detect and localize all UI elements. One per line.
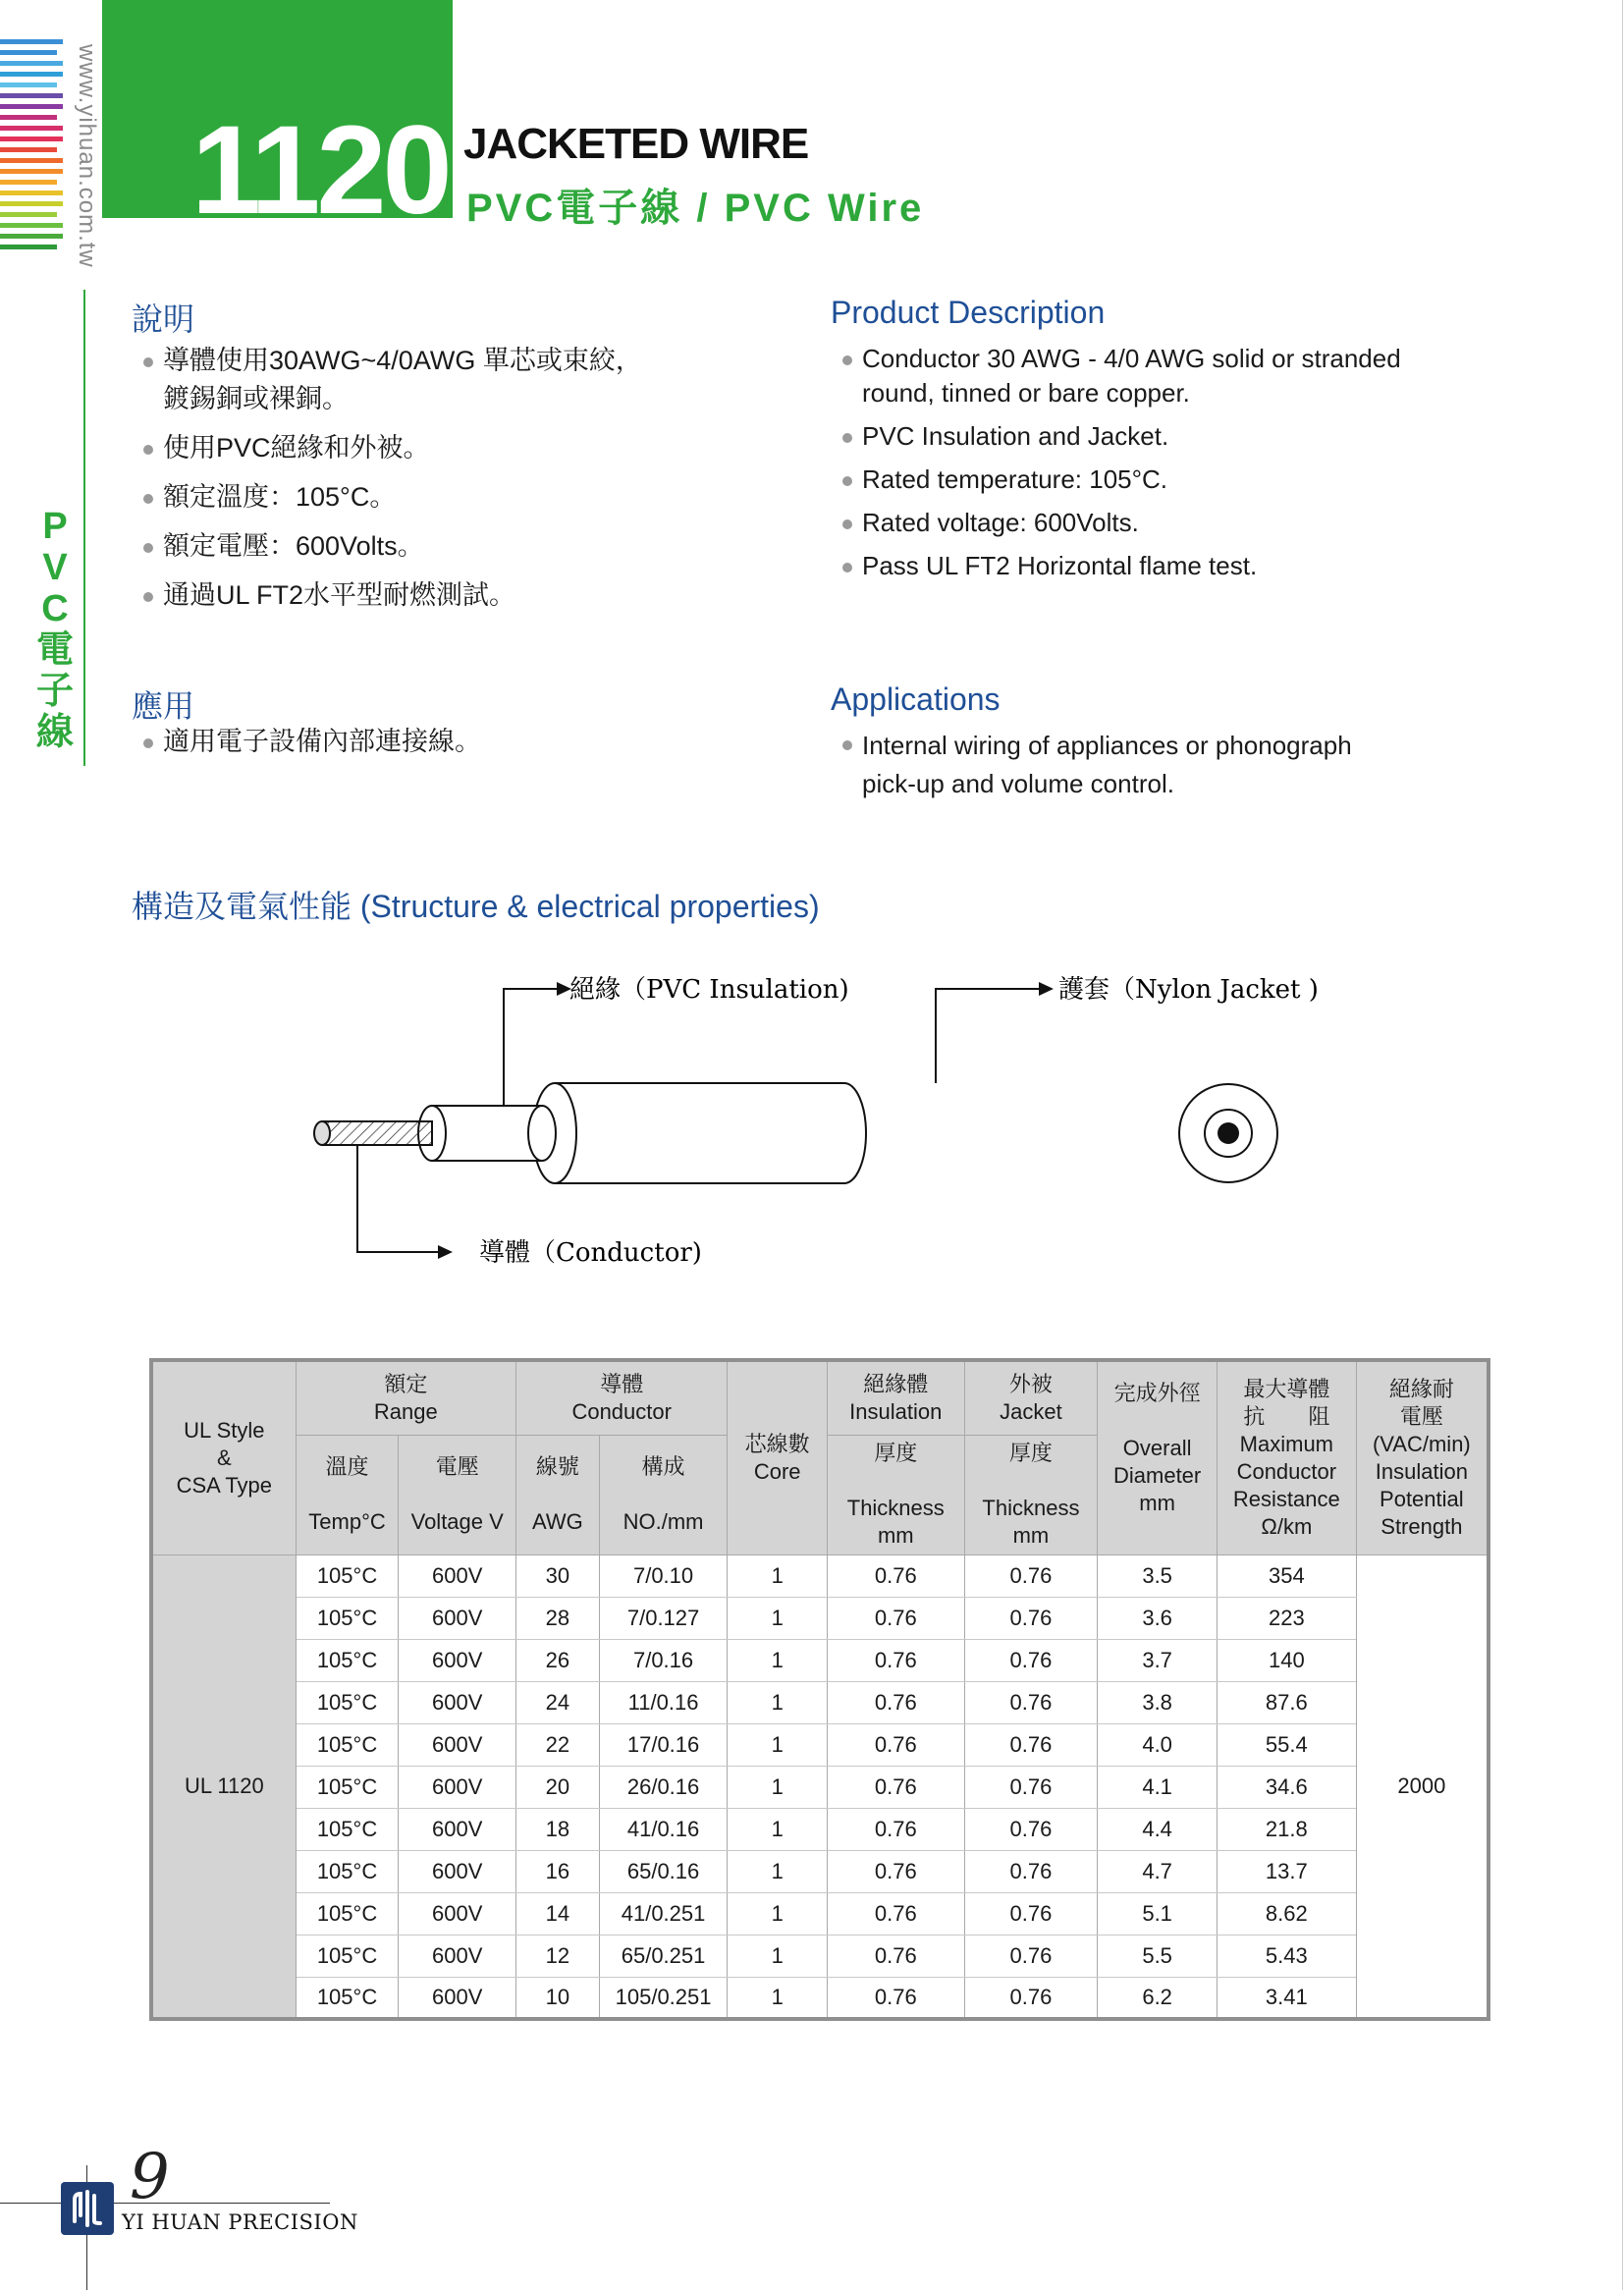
applications-en-list bbox=[831, 727, 1469, 812]
table-cell: 18 bbox=[516, 1808, 600, 1850]
color-stripe bbox=[0, 115, 57, 120]
table-cell: 4.7 bbox=[1098, 1850, 1218, 1892]
applications-zh-list bbox=[132, 723, 721, 772]
table-cell: 0.76 bbox=[827, 1977, 964, 2019]
table-cell: 105/0.251 bbox=[599, 1977, 728, 2019]
table-cell: 24 bbox=[516, 1681, 600, 1723]
list-item: Rated voltage: 600Volts. bbox=[831, 506, 1469, 540]
table-cell: 600V bbox=[399, 1766, 516, 1808]
table-cell: 6.2 bbox=[1098, 1977, 1218, 2019]
col-header-ul-style: UL Style & CSA Type bbox=[151, 1360, 296, 1554]
col-header-awg: 線號 AWG bbox=[516, 1435, 600, 1554]
color-stripe bbox=[0, 245, 57, 249]
list-item: Rated temperature: 105°C. bbox=[831, 463, 1469, 497]
table-cell: 105°C bbox=[296, 1681, 399, 1723]
table-cell: 0.76 bbox=[827, 1892, 964, 1935]
table-cell: 3.5 bbox=[1098, 1554, 1218, 1597]
table-cell: 5.43 bbox=[1217, 1935, 1356, 1977]
website-url: www.yihuan.com.tw bbox=[74, 44, 100, 268]
table-cell: 600V bbox=[399, 1808, 516, 1850]
table-cell: 105°C bbox=[296, 1850, 399, 1892]
table-row bbox=[151, 1892, 1489, 1935]
table-cell: 0.76 bbox=[964, 1892, 1098, 1935]
bullet-icon bbox=[143, 494, 153, 504]
table-cell: 30 bbox=[516, 1554, 600, 1597]
col-header-strength: 絕緣耐 電壓 (VAC/min) Insulation Potential Strength bbox=[1356, 1360, 1489, 1554]
table-cell: 0.76 bbox=[964, 1850, 1098, 1892]
table-cell: 1 bbox=[728, 1723, 828, 1766]
table-cell: 0.76 bbox=[964, 1808, 1098, 1850]
insulation-body bbox=[432, 1106, 542, 1161]
list-item: 使用PVC絕緣和外被。 bbox=[132, 429, 721, 467]
table-cell: 105°C bbox=[296, 1808, 399, 1850]
sidebar-label-char: 線 bbox=[35, 712, 74, 753]
color-stripe bbox=[0, 61, 63, 66]
table-cell: 3.6 bbox=[1098, 1597, 1218, 1639]
color-stripe bbox=[0, 82, 57, 87]
color-stripes bbox=[0, 39, 63, 255]
col-header-conductor: 導體 Conductor bbox=[516, 1360, 728, 1435]
table-cell: 600V bbox=[399, 1681, 516, 1723]
table-cell: 600V bbox=[399, 1723, 516, 1766]
sidebar-label-char: P bbox=[42, 506, 68, 547]
table-cell: 0.76 bbox=[827, 1681, 964, 1723]
table-cell: 1 bbox=[728, 1935, 828, 1977]
list-item: PVC Insulation and Jacket. bbox=[831, 419, 1469, 454]
col-header-jacket-thickness: 厚度 Thickness mm bbox=[964, 1435, 1098, 1554]
table-cell: 1 bbox=[728, 1597, 828, 1639]
applications-zh-heading: 應用 bbox=[132, 688, 195, 724]
table-cell: 41/0.251 bbox=[599, 1892, 728, 1935]
table-cell: 28 bbox=[516, 1597, 600, 1639]
brand-name: YI HUAN PRECISION bbox=[122, 2210, 358, 2234]
color-stripe bbox=[0, 223, 63, 228]
sidebar-divider bbox=[83, 290, 85, 766]
yi-huan-logo-icon bbox=[61, 2182, 114, 2235]
table-cell: 0.76 bbox=[964, 1766, 1098, 1808]
list-item: 額定電壓：600Volts。 bbox=[132, 527, 721, 566]
ul-style-cell: UL 1120 bbox=[151, 1554, 296, 2019]
table-row bbox=[151, 1639, 1489, 1681]
table-cell: 22 bbox=[516, 1723, 600, 1766]
table-cell: 65/0.16 bbox=[599, 1850, 728, 1892]
col-header-jacket: 外被 Jacket bbox=[964, 1360, 1098, 1435]
table-cell: 105°C bbox=[296, 1935, 399, 1977]
color-stripe bbox=[0, 126, 63, 131]
table-row bbox=[151, 1808, 1489, 1850]
table-cell: 0.76 bbox=[827, 1723, 964, 1766]
bullet-icon bbox=[842, 355, 852, 365]
col-header-core: 芯線數 Core bbox=[728, 1360, 828, 1554]
conductor-end bbox=[314, 1121, 330, 1145]
bullet-icon bbox=[143, 357, 153, 367]
color-stripe bbox=[0, 234, 63, 239]
table-cell: 41/0.16 bbox=[599, 1808, 728, 1850]
color-stripe bbox=[0, 180, 57, 185]
table-cell: 65/0.251 bbox=[599, 1935, 728, 1977]
table-cell: 600V bbox=[399, 1554, 516, 1597]
table-cell: 7/0.127 bbox=[599, 1597, 728, 1639]
table-cell: 3.8 bbox=[1098, 1681, 1218, 1723]
color-stripe bbox=[0, 39, 63, 44]
color-stripe bbox=[0, 169, 63, 174]
sidebar-label-char: 子 bbox=[35, 671, 74, 712]
table-cell: 21.8 bbox=[1217, 1808, 1356, 1850]
bullet-icon bbox=[143, 592, 153, 602]
conductor-strands bbox=[322, 1121, 432, 1145]
table-cell: 600V bbox=[399, 1639, 516, 1681]
table-cell: 0.76 bbox=[827, 1808, 964, 1850]
jacket-label: 護套（Nylon Jacket ) bbox=[1058, 975, 1319, 1005]
table-cell: 105°C bbox=[296, 1766, 399, 1808]
description-zh-heading: 說明 bbox=[132, 301, 195, 337]
page-title: JACKETED WIRE bbox=[463, 120, 809, 168]
col-header-temp: 溫度 Temp°C bbox=[296, 1435, 399, 1554]
table-cell: 1 bbox=[728, 1554, 828, 1597]
table-cell: 600V bbox=[399, 1892, 516, 1935]
table-cell: 4.4 bbox=[1098, 1808, 1218, 1850]
color-stripe bbox=[0, 212, 57, 217]
table-cell: 105°C bbox=[296, 1639, 399, 1681]
table-cell: 20 bbox=[516, 1766, 600, 1808]
table-cell: 1 bbox=[728, 1977, 828, 2019]
list-item: Internal wiring of appliances or phonograph pick-up and volume control. bbox=[831, 727, 1412, 803]
table-cell: 0.76 bbox=[964, 1639, 1098, 1681]
table-cell: 354 bbox=[1217, 1554, 1356, 1597]
table-cell: 105°C bbox=[296, 1554, 399, 1597]
table-cell: 0.76 bbox=[827, 1850, 964, 1892]
table-row bbox=[151, 1597, 1489, 1639]
table-cell: 34.6 bbox=[1217, 1766, 1356, 1808]
col-header-construction: 構成 NO./mm bbox=[599, 1435, 728, 1554]
spec-table bbox=[149, 1358, 1490, 2021]
applications-en-heading: Applications bbox=[831, 682, 1001, 717]
table-cell: 17/0.16 bbox=[599, 1723, 728, 1766]
table-cell: 0.76 bbox=[964, 1681, 1098, 1723]
table-cell: 11/0.16 bbox=[599, 1681, 728, 1723]
table-cell: 600V bbox=[399, 1977, 516, 2019]
col-header-insulation-thickness: 厚度 Thickness mm bbox=[827, 1435, 964, 1554]
insulation-strength-cell: 2000 bbox=[1356, 1554, 1489, 2019]
sidebar-vertical-label bbox=[35, 506, 75, 753]
table-cell: 26 bbox=[516, 1639, 600, 1681]
table-cell: 105°C bbox=[296, 1597, 399, 1639]
page-subtitle: PVC電子線 / PVC Wire bbox=[466, 187, 925, 230]
table-row bbox=[151, 1766, 1489, 1808]
arrow-icon bbox=[1039, 982, 1054, 996]
table-cell: 10 bbox=[516, 1977, 600, 2019]
table-cell: 0.76 bbox=[827, 1766, 964, 1808]
table-cell: 0.76 bbox=[964, 1935, 1098, 1977]
color-stripe bbox=[0, 158, 63, 163]
bullet-icon bbox=[842, 563, 852, 572]
table-cell: 0.76 bbox=[964, 1554, 1098, 1597]
color-stripe bbox=[0, 72, 63, 77]
page-edge-line bbox=[1622, 0, 1623, 2290]
table-cell: 0.76 bbox=[827, 1597, 964, 1639]
bullet-icon bbox=[842, 740, 852, 750]
table-cell: 5.5 bbox=[1098, 1935, 1218, 1977]
table-cell: 4.0 bbox=[1098, 1723, 1218, 1766]
list-item: Pass UL FT2 Horizontal flame test. bbox=[831, 549, 1469, 583]
cross-section-conductor bbox=[1218, 1122, 1239, 1144]
table-cell: 0.76 bbox=[827, 1935, 964, 1977]
table-cell: 5.1 bbox=[1098, 1892, 1218, 1935]
table-cell: 600V bbox=[399, 1935, 516, 1977]
table-cell: 105°C bbox=[296, 1892, 399, 1935]
list-item: Conductor 30 AWG - 4/0 AWG solid or stranded round, tinned or bare copper. bbox=[831, 342, 1412, 410]
table-cell: 3.7 bbox=[1098, 1639, 1218, 1681]
conductor-label: 導體（Conductor) bbox=[479, 1238, 702, 1268]
color-stripe bbox=[0, 147, 57, 152]
table-row bbox=[151, 1935, 1489, 1977]
table-cell: 0.76 bbox=[827, 1554, 964, 1597]
description-zh-list bbox=[132, 342, 721, 626]
table-cell: 140 bbox=[1217, 1639, 1356, 1681]
table-cell: 7/0.16 bbox=[599, 1639, 728, 1681]
table-cell: 8.62 bbox=[1217, 1892, 1356, 1935]
col-header-overall-diameter: 完成外徑 Overall Diameter mm bbox=[1098, 1360, 1218, 1554]
table-row bbox=[151, 1681, 1489, 1723]
insulation-label: 絕緣（PVC Insulation) bbox=[569, 975, 849, 1005]
sidebar-label-char: 電 bbox=[35, 629, 74, 671]
table-cell: 1 bbox=[728, 1892, 828, 1935]
bullet-icon bbox=[842, 433, 852, 443]
table-cell: 105°C bbox=[296, 1977, 399, 2019]
table-cell: 12 bbox=[516, 1935, 600, 1977]
list-item: 適用電子設備內部連接線。 bbox=[132, 723, 721, 761]
col-header-range: 額定 Range bbox=[296, 1360, 515, 1435]
col-header-voltage: 電壓 Voltage V bbox=[399, 1435, 516, 1554]
color-stripe bbox=[0, 136, 63, 141]
list-item: 通過UL FT2水平型耐燃測試。 bbox=[132, 576, 721, 615]
table-cell: 13.7 bbox=[1217, 1850, 1356, 1892]
table-cell: 3.41 bbox=[1217, 1977, 1356, 2019]
table-cell: 105°C bbox=[296, 1723, 399, 1766]
table-cell: 1 bbox=[728, 1766, 828, 1808]
table-cell: 26/0.16 bbox=[599, 1766, 728, 1808]
color-stripe bbox=[0, 50, 57, 55]
table-cell: 14 bbox=[516, 1892, 600, 1935]
table-cell: 0.76 bbox=[964, 1597, 1098, 1639]
bullet-icon bbox=[842, 519, 852, 529]
bullet-icon bbox=[143, 738, 153, 748]
model-number: 1120 bbox=[191, 100, 449, 241]
table-cell: 1 bbox=[728, 1681, 828, 1723]
table-row bbox=[151, 1554, 1489, 1597]
list-item: 導體使用30AWG~4/0AWG 單芯或束絞， 鍍錫銅或裸銅。 bbox=[132, 342, 721, 418]
jacket-body bbox=[555, 1083, 866, 1183]
table-cell: 16 bbox=[516, 1850, 600, 1892]
structure-heading: 構造及電氣性能 (Structure & electrical properties) bbox=[132, 889, 820, 924]
description-en-list bbox=[831, 342, 1469, 592]
table-cell: 0.76 bbox=[964, 1977, 1098, 2019]
table-row bbox=[151, 1850, 1489, 1892]
table-cell: 7/0.10 bbox=[599, 1554, 728, 1597]
color-stripe bbox=[0, 201, 63, 206]
bullet-icon bbox=[842, 476, 852, 486]
bullet-icon bbox=[143, 543, 153, 553]
table-cell: 4.1 bbox=[1098, 1766, 1218, 1808]
table-row bbox=[151, 1977, 1489, 2019]
table-cell: 0.76 bbox=[964, 1723, 1098, 1766]
arrow-icon bbox=[438, 1245, 453, 1259]
col-header-resistance: 最大導體 抗 阻 Maximum Conductor Resistance Ω/km bbox=[1217, 1360, 1356, 1554]
wire-structure-diagram bbox=[295, 967, 1335, 1291]
sidebar-label-char: V bbox=[42, 547, 68, 588]
sidebar-label-char: C bbox=[41, 588, 69, 629]
table-cell: 223 bbox=[1217, 1597, 1356, 1639]
page-number: 9 bbox=[130, 2141, 170, 2213]
table-cell: 87.6 bbox=[1217, 1681, 1356, 1723]
table-cell: 0.76 bbox=[827, 1639, 964, 1681]
col-header-insulation: 絕緣體 Insulation bbox=[827, 1360, 964, 1435]
table-cell: 1 bbox=[728, 1850, 828, 1892]
color-stripe bbox=[0, 104, 63, 109]
table-cell: 1 bbox=[728, 1808, 828, 1850]
bullet-icon bbox=[143, 445, 153, 455]
table-row bbox=[151, 1723, 1489, 1766]
description-en-heading: Product Description bbox=[831, 295, 1106, 330]
list-item: 額定溫度：105°C。 bbox=[132, 478, 721, 517]
color-stripe bbox=[0, 93, 63, 98]
table-cell: 55.4 bbox=[1217, 1723, 1356, 1766]
table-cell: 1 bbox=[728, 1639, 828, 1681]
table-cell: 600V bbox=[399, 1597, 516, 1639]
table-cell: 600V bbox=[399, 1850, 516, 1892]
color-stripe bbox=[0, 191, 63, 195]
